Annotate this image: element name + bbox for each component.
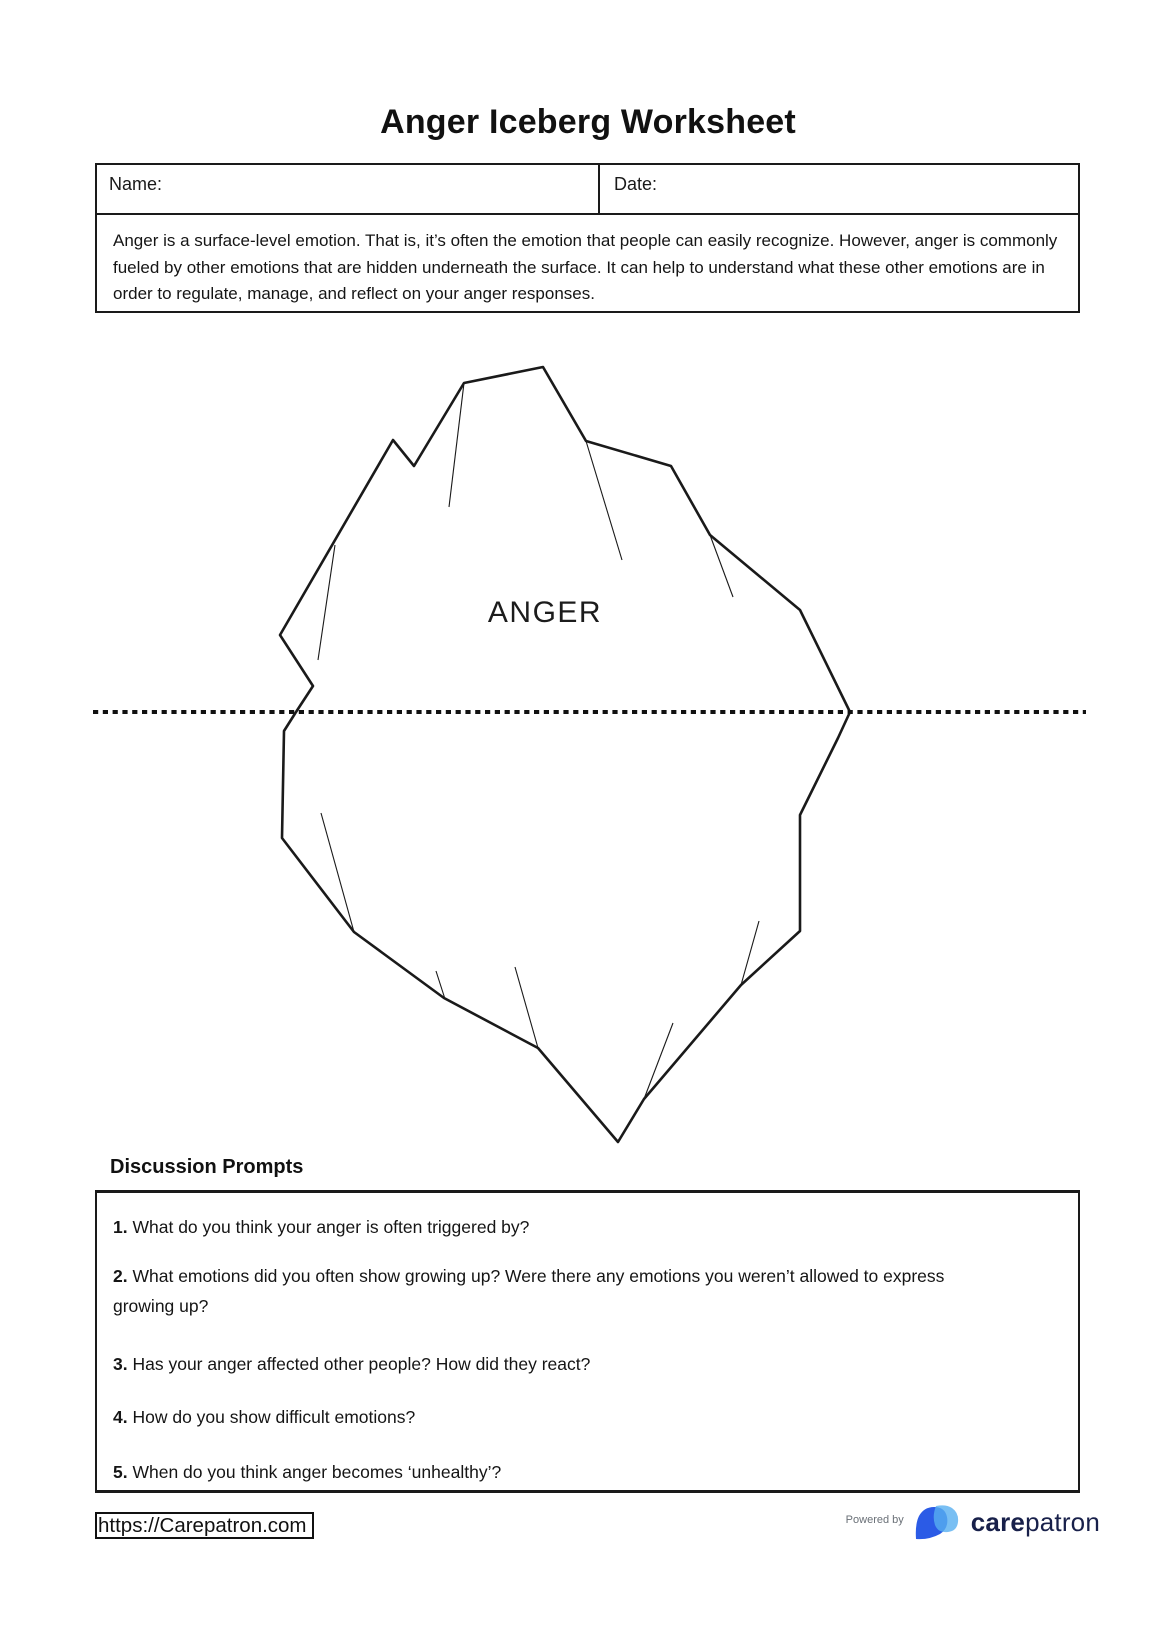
date-label: Date:: [614, 174, 658, 194]
prompt-4-text: How do you show difficult emotions?: [132, 1407, 416, 1427]
anger-label: ANGER: [487, 596, 603, 629]
crack-line: [644, 1023, 673, 1099]
intro-line-1: Anger is a surface-level emotion. That is, it’s often the emotion that people can easily recognize. However, anger is commonly: [113, 231, 1058, 250]
prompt-1: [113, 1212, 1063, 1242]
carepatron-logo-text: [971, 1507, 1100, 1538]
crack-line: [321, 813, 354, 932]
footer-brand: [846, 1498, 1100, 1546]
prompt-3-number: 3.: [113, 1354, 128, 1374]
crack-line: [586, 441, 622, 560]
carepatron-url-link[interactable]: https://Carepatron.com: [95, 1512, 314, 1539]
prompts-heading: Discussion Prompts: [110, 1156, 304, 1178]
powered-by-label: Powered by: [845, 1514, 904, 1526]
crack-lines: [318, 383, 759, 1099]
prompt-2: [113, 1261, 1063, 1291]
prompt-4: [113, 1402, 1063, 1432]
prompt-3-text: Has your anger affected other people? How did they react?: [132, 1354, 591, 1374]
prompt-3: [113, 1349, 1063, 1379]
prompt-1-number: 1.: [113, 1217, 128, 1237]
prompt-5: [113, 1457, 1063, 1487]
iceberg-outline: [280, 367, 850, 1142]
carepatron-logo-care: care: [970, 1506, 1026, 1537]
page-title: Anger Iceberg Worksheet: [380, 103, 796, 141]
prompt-5-text: When do you think anger becomes ‘unhealthy’?: [132, 1462, 502, 1482]
prompt-4-number: 4.: [113, 1407, 128, 1427]
prompt-2-text-line2: growing up?: [113, 1296, 209, 1316]
name-label: Name:: [109, 174, 163, 194]
intro-line-3: order to regulate, manage, and reflect on your anger responses.: [113, 284, 595, 303]
prompt-1-text: What do you think your anger is often triggered by?: [132, 1217, 530, 1237]
prompt-2-wrap: [113, 1291, 1063, 1321]
prompt-2-text: What emotions did you often show growing up? Were there any emotions you weren’t allowed to express: [132, 1266, 945, 1286]
prompt-5-number: 5.: [113, 1462, 128, 1482]
logo-bubble-light: [933, 1505, 957, 1532]
prompt-2-number: 2.: [113, 1266, 128, 1286]
carepatron-logo-patron: patron: [1025, 1506, 1100, 1537]
crack-line: [515, 967, 538, 1048]
crack-line: [318, 545, 335, 660]
carepatron-logo-icon: [914, 1504, 961, 1540]
crack-line: [449, 383, 464, 507]
prompts-box: [95, 1190, 1080, 1493]
intro-line-2: fueled by other emotions that are hidden underneath the surface. It can help to understand what these other emotions are in: [113, 257, 1045, 277]
